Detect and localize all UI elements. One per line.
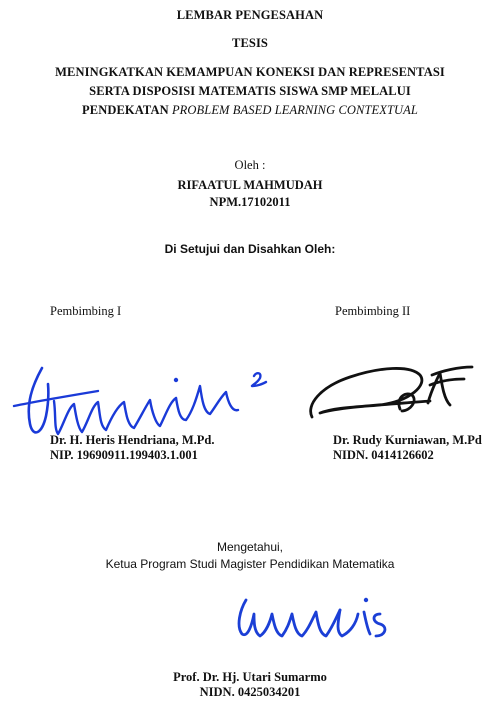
author-name: RIFAATUL MAHMUDAH [177,178,323,192]
acknowledged-label: Mengetahui, [216,540,284,554]
sheet-title: LEMBAR PENGESAHAN [176,8,324,22]
program-head-name: Prof. Dr. Hj. Utari Sumarmo [173,670,327,684]
supervisor-1-name: Dr. H. Heris Hendriana, M.Pd. [50,433,215,447]
thesis-title-line-3 [0,103,500,118]
thesis-title-line-2: SERTA DISPOSISI MATEMATIS SISWA SMP MELALUI [89,84,411,98]
acknowledged-position: Ketua Program Studi Magister Pendidikan Matematika [105,557,395,571]
thesis-title-line-3-prefix: PENDEKATAN [82,103,172,117]
thesis-title-line-3-italic: PROBLEM BASED LEARNING CONTEXTUAL [171,103,418,117]
program-head-id: NIDN. 0425034201 [199,685,301,699]
by-label: Oleh : [234,158,266,172]
supervisor-2-signature [300,355,480,435]
supervisor-2-role: Pembimbing II [335,304,411,318]
approval-statement: Di Setujui dan Disahkan Oleh: [164,242,336,256]
program-head-signature [232,586,392,650]
supervisor-2-name: Dr. Rudy Kurniawan, M.Pd [333,433,482,447]
supervisor-1-id: NIP. 19690911.199403.1.001 [50,448,198,462]
author-npm: NPM.17102011 [209,195,291,209]
thesis-title-line-1: MENINGKATKAN KEMAMPUAN KONEKSI DAN REPRESENTASI [55,65,445,79]
supervisor-1-role: Pembimbing I [50,304,122,318]
supervisor-2-id: NIDN. 0414126602 [333,448,434,462]
document-type: TESIS [232,36,268,50]
